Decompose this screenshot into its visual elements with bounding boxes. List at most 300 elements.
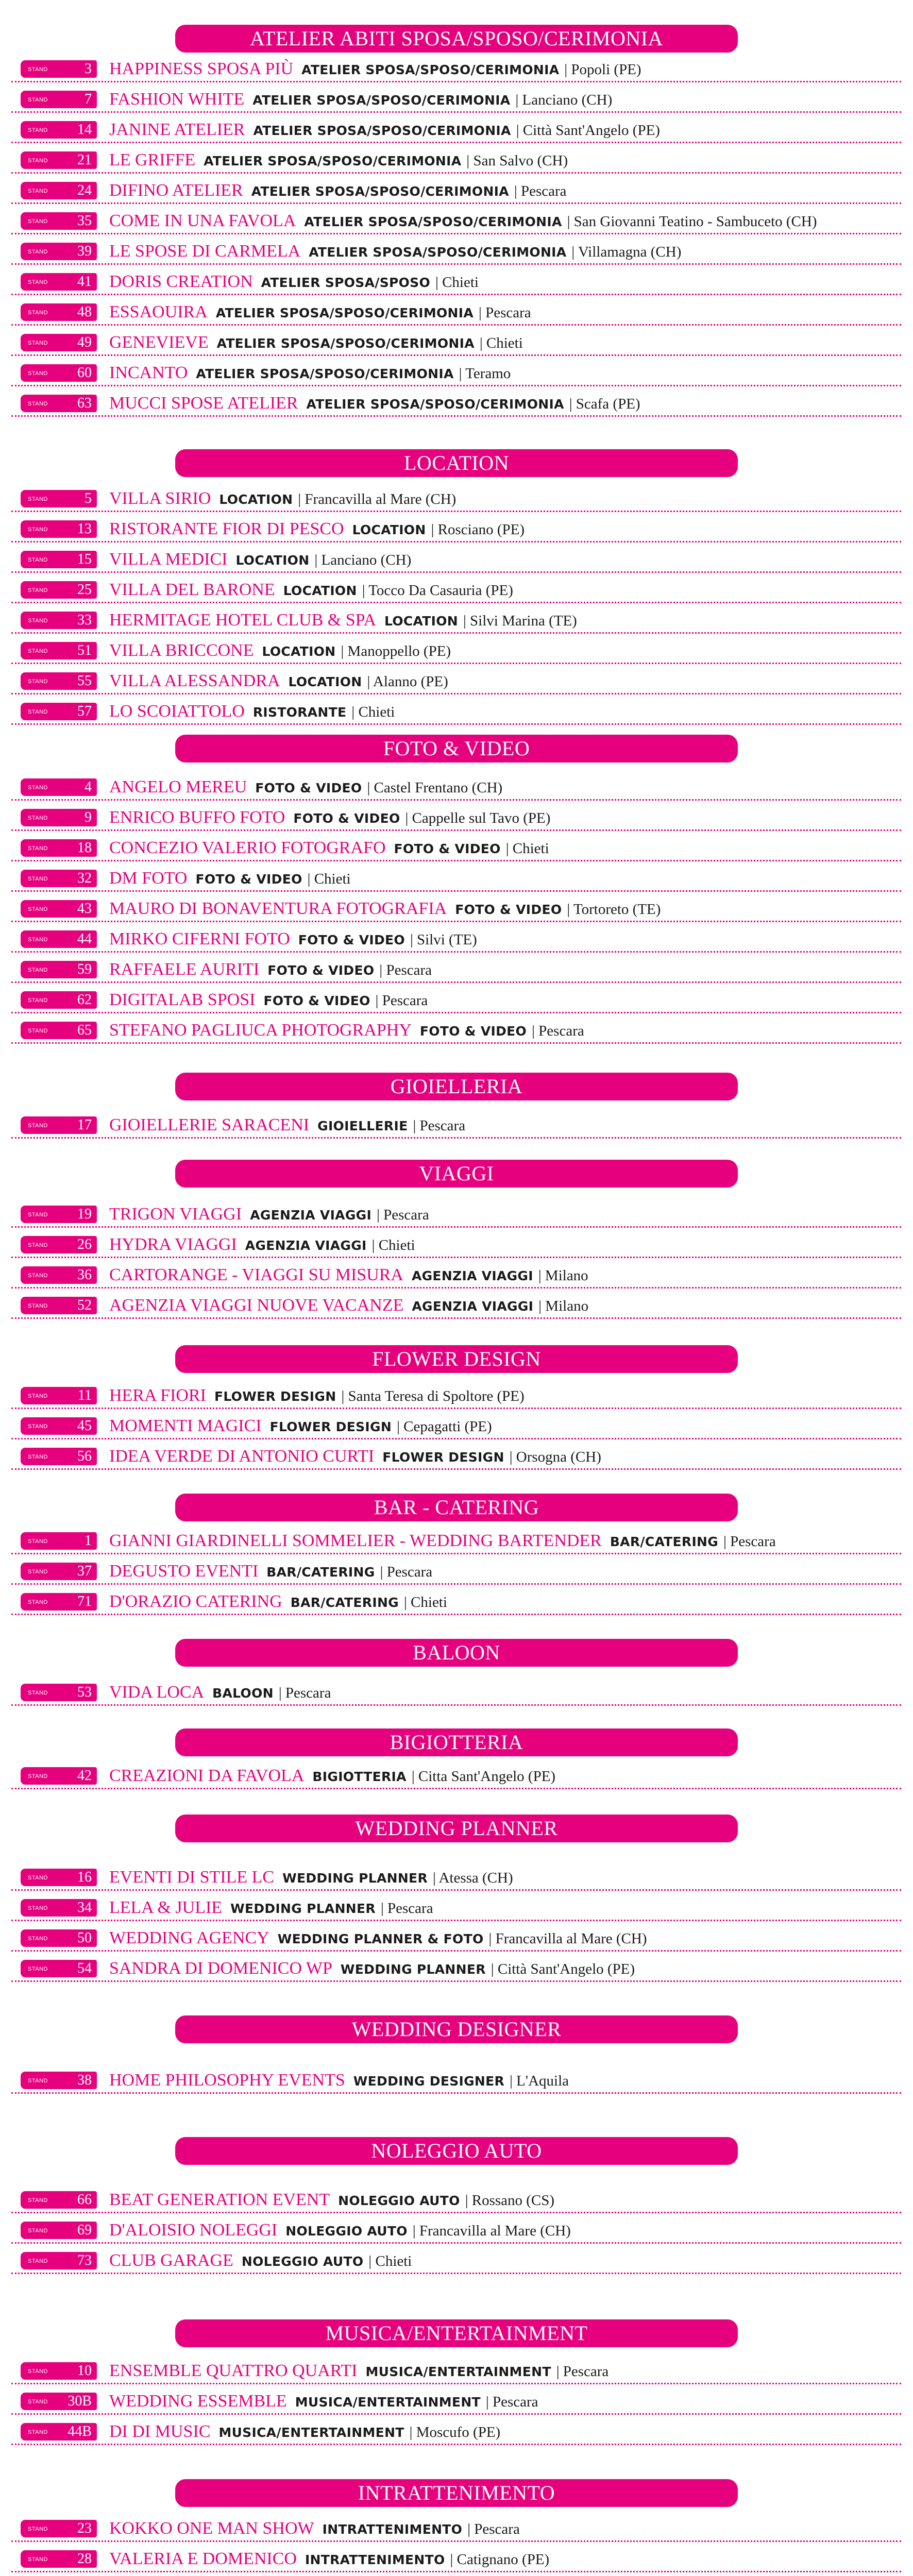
exhibitor-info: [109, 639, 451, 664]
stand-badge: [21, 1022, 97, 1039]
stand-number: 54: [77, 1960, 92, 1976]
exhibitor-location: | Pescara: [413, 1117, 466, 1134]
exhibitor-info: [109, 1681, 331, 1706]
section-header: ATELIER ABITI SPOSA/SPOSO/CERIMONIA: [175, 25, 738, 53]
exhibitor-info: [109, 2360, 608, 2384]
exhibitor-info: [109, 989, 428, 1013]
stand-label: STAND: [28, 2399, 48, 2405]
stand-number: 66: [77, 2192, 92, 2208]
exhibitor-info: [109, 518, 525, 543]
stand-number: 9: [84, 809, 92, 825]
exhibitor-info: [109, 609, 577, 634]
exhibitor-name: CARTORANGE - VIAGGI SU MISURA: [109, 1265, 403, 1284]
exhibitor-category: LOCATION: [283, 583, 357, 598]
exhibitor-info: [109, 1415, 492, 1439]
stand-number: 65: [77, 1022, 92, 1038]
stand-badge: [21, 778, 97, 796]
exhibitor-info: [109, 210, 817, 234]
exhibitor-row: [11, 331, 901, 356]
stand-badge: [21, 273, 97, 291]
stand-badge: [21, 1448, 97, 1465]
exhibitor-row: [11, 1681, 901, 1706]
exhibitor-row: [11, 2420, 901, 2445]
stand-label: STAND: [28, 218, 48, 225]
exhibitor-info: [109, 837, 549, 861]
exhibitor-name: SANDRA DI DOMENICO WP: [109, 1959, 332, 1978]
stand-badge: [21, 1869, 97, 1886]
exhibitor-info: [109, 240, 681, 265]
stand-number: 5: [84, 490, 92, 506]
stand-number: 21: [77, 152, 92, 168]
exhibitor-row: [11, 1203, 901, 1228]
exhibitor-location: | Pescara: [377, 1207, 429, 1223]
exhibitor-name: JANINE ATELIER: [109, 120, 245, 139]
exhibitor-info: [109, 118, 660, 143]
stand-badge: [21, 91, 97, 108]
exhibitor-category: FOTO & VIDEO: [267, 963, 375, 978]
exhibitor-location: | Rosciano (PE): [431, 521, 525, 538]
stand-number: 41: [77, 274, 92, 290]
exhibitor-row: [11, 1233, 901, 1258]
stand-badge: [21, 900, 97, 918]
exhibitor-category: FOTO & VIDEO: [255, 781, 362, 795]
exhibitor-category: FLOWER DESIGN: [214, 1389, 336, 1404]
exhibitor-row: [11, 149, 901, 174]
exhibitor-info: [109, 179, 567, 204]
stand-label: STAND: [28, 1454, 48, 1460]
stand-badge: [21, 1116, 97, 1134]
exhibitor-category: LOCATION: [219, 492, 293, 507]
exhibitor-row: [11, 1114, 901, 1139]
exhibitor-row: [11, 1866, 901, 1891]
exhibitor-info: [109, 928, 477, 953]
exhibitor-info: [109, 1560, 432, 1585]
stand-badge: [21, 1684, 97, 1701]
stand-number: 35: [77, 213, 92, 229]
exhibitor-location: | Tortoreto (TE): [567, 901, 661, 918]
exhibitor-info: [109, 700, 395, 725]
exhibitor-name: CONCEZIO VALERIO FOTOGRAFO: [109, 838, 386, 857]
stand-label: STAND: [28, 340, 48, 346]
exhibitor-name: VILLA MEDICI: [109, 550, 228, 569]
exhibitor-location: | Chieti: [403, 1594, 447, 1611]
stand-badge: [21, 1929, 97, 1947]
exhibitor-info: [109, 1590, 447, 1615]
exhibitor-info: [109, 1765, 555, 1789]
exhibitor-category: FOTO & VIDEO: [455, 902, 562, 917]
stand-number: 69: [77, 2222, 92, 2238]
stand-number: 4: [84, 779, 92, 795]
stand-label: STAND: [28, 2556, 48, 2563]
stand-badge: [21, 551, 97, 568]
exhibitor-location: | Pescara: [532, 1023, 584, 1039]
exhibitor-location: | Rossano (CS): [465, 2192, 555, 2209]
exhibitor-category: FOTO & VIDEO: [293, 811, 400, 826]
exhibitor-location: | Chieti: [351, 704, 395, 720]
exhibitor-name: HOME PHILOSOPHY EVENTS: [109, 2071, 345, 2090]
stand-label: STAND: [28, 188, 48, 194]
exhibitor-info: [109, 1896, 433, 1921]
exhibitor-location: | Pescara: [379, 962, 432, 978]
stand-badge: [21, 991, 97, 1009]
exhibitor-info: [109, 958, 432, 983]
section-header: VIAGGI: [175, 1160, 738, 1188]
stand-badge: [21, 581, 97, 599]
exhibitor-info: [109, 1264, 588, 1289]
stand-number: 1: [84, 1533, 92, 1549]
stand-badge: [21, 364, 97, 382]
exhibitor-row: [11, 1445, 901, 1470]
exhibitor-row: [11, 700, 901, 725]
stand-label: STAND: [28, 1905, 48, 1911]
stand-label: STAND: [28, 1538, 48, 1545]
exhibitor-name: HAPPINESS SPOSA PIÙ: [109, 59, 294, 78]
exhibitor-location: | Lanciano (CH): [314, 552, 412, 568]
exhibitor-category: LOCATION: [235, 553, 310, 568]
stand-badge: [21, 1206, 97, 1223]
stand-label: STAND: [28, 679, 48, 685]
exhibitor-category: ATELIER SPOSA/SPOSO/CERIMONIA: [204, 154, 462, 168]
exhibitor-info: [109, 1294, 588, 1319]
stand-badge: [21, 703, 97, 720]
stand-label: STAND: [28, 2368, 48, 2375]
stand-number: 16: [77, 1869, 92, 1885]
exhibitor-info: [109, 1530, 776, 1554]
exhibitor-name: GENEVIEVE: [109, 333, 209, 352]
exhibitor-location: | Pescara: [485, 2394, 538, 2410]
exhibitor-category: ATELIER SPOSA/SPOSO/CERIMONIA: [309, 245, 567, 260]
exhibitor-location: | Pescara: [380, 1900, 433, 1917]
exhibitor-name: LO SCOIATTOLO: [109, 702, 245, 721]
exhibitor-name: FASHION WHITE: [109, 90, 245, 109]
exhibitor-location: | Pescara: [479, 304, 531, 321]
exhibitor-category: FOTO & VIDEO: [394, 841, 501, 856]
exhibitor-category: ATELIER SPOSA/SPOSO/CERIMONIA: [253, 123, 511, 138]
exhibitor-row: [11, 2249, 901, 2274]
exhibitor-name: INCANTO: [109, 363, 188, 382]
exhibitor-category: ATELIER SPOSA/SPOSO: [261, 275, 431, 290]
exhibitor-category: LOCATION: [288, 674, 362, 689]
exhibitor-location: | Atessa (CH): [433, 1870, 513, 1886]
stand-badge: [21, 212, 97, 230]
exhibitor-location: | Lanciano (CH): [515, 92, 613, 108]
exhibitor-category: BAR/CATERING: [266, 1565, 375, 1580]
exhibitor-info: [109, 2548, 549, 2572]
exhibitor-category: GIOIELLERIE: [317, 1118, 408, 1133]
exhibitor-category: NOLEGGIO AUTO: [285, 2224, 408, 2239]
exhibitor-info: [109, 2219, 571, 2244]
stand-number: 37: [77, 1563, 92, 1579]
exhibitor-category: ATELIER SPOSA/SPOSO/CERIMONIA: [304, 214, 562, 229]
stand-label: STAND: [28, 906, 48, 912]
stand-label: STAND: [28, 97, 48, 103]
exhibitor-location: | Città Sant'Angelo (PE): [516, 122, 660, 139]
exhibitor-location: | Cappelle sul Tavo (PE): [405, 810, 551, 826]
stand-number: 56: [77, 1448, 92, 1464]
section-header: WEDDING DESIGNER: [175, 2015, 738, 2043]
stand-badge: [21, 2072, 97, 2089]
section-header: FOTO & VIDEO: [175, 735, 738, 762]
stand-number: 44: [77, 931, 92, 947]
exhibitor-category: NOLEGGIO AUTO: [241, 2254, 364, 2269]
exhibitor-row: [11, 58, 901, 82]
stand-number: 55: [77, 673, 92, 689]
exhibitor-name: KOKKO ONE MAN SHOW: [109, 2519, 314, 2538]
exhibitor-name: BEAT GENERATION EVENT: [109, 2190, 330, 2209]
stand-number: 49: [77, 334, 92, 350]
exhibitor-category: FOTO & VIDEO: [263, 993, 370, 1008]
stand-number: 73: [77, 2252, 92, 2268]
section-header: WEDDING PLANNER: [175, 1815, 738, 1842]
exhibitor-category: NOLEGGIO AUTO: [338, 2193, 460, 2208]
exhibitor-location: | Alanno (PE): [367, 673, 448, 690]
exhibitor-name: VIDA LOCA: [109, 1683, 205, 1702]
exhibitor-category: ATELIER SPOSA/SPOSO/CERIMONIA: [251, 184, 509, 199]
exhibitor-location: | San Salvo (CH): [466, 152, 568, 169]
exhibitor-info: [109, 1203, 429, 1228]
exhibitor-location: | Chieti: [368, 2253, 412, 2269]
stand-badge: [21, 1563, 97, 1580]
exhibitor-location: | Milano: [538, 1267, 588, 1284]
exhibitor-category: FOTO & VIDEO: [298, 933, 405, 947]
stand-number: 45: [77, 1418, 92, 1434]
exhibitor-location: | Teramo: [459, 365, 511, 382]
exhibitor-info: [109, 301, 531, 326]
exhibitor-name: DIFINO ATELIER: [109, 181, 243, 200]
stand-label: STAND: [28, 618, 48, 624]
exhibitor-row: [11, 362, 901, 386]
exhibitor-category: LOCATION: [352, 522, 426, 537]
stand-label: STAND: [28, 1690, 48, 1696]
stand-number: 28: [77, 2551, 92, 2567]
stand-badge: [21, 1417, 97, 1435]
exhibitor-name: WEDDING ESSEMBLE: [109, 2392, 287, 2411]
stand-number: 50: [77, 1930, 92, 1946]
exhibitor-row: [11, 301, 901, 326]
exhibitor-info: [109, 1866, 513, 1891]
stand-badge: [21, 1532, 97, 1550]
exhibitor-category: WEDDING PLANNER: [282, 1871, 428, 1886]
exhibitor-location: | Silvi Marina (TE): [463, 613, 577, 629]
section-header: NOLEGGIO AUTO: [175, 2137, 738, 2165]
exhibitor-name: MUCCI SPOSE ATELIER: [109, 394, 298, 413]
exhibitor-category: MUSICA/ENTERTAINMENT: [295, 2395, 481, 2410]
stand-number: 63: [77, 395, 92, 411]
exhibitor-row: [11, 837, 901, 861]
exhibitor-info: [109, 331, 523, 356]
exhibitor-row: [11, 1294, 901, 1319]
exhibitor-name: COME IN UNA FAVOLA: [109, 211, 296, 230]
stand-badge: [21, 243, 97, 260]
exhibitor-row: [11, 2219, 901, 2244]
stand-number: 39: [77, 243, 92, 259]
stand-number: 15: [77, 551, 92, 567]
stand-badge: [21, 1767, 97, 1785]
exhibitor-row: [11, 867, 901, 892]
stand-badge: [21, 930, 97, 948]
stand-label: STAND: [28, 66, 48, 73]
stand-number: 18: [77, 840, 92, 856]
stand-badge: [21, 1960, 97, 1977]
stand-label: STAND: [28, 310, 48, 316]
stand-label: STAND: [28, 370, 48, 377]
exhibitor-row: [11, 270, 901, 295]
stand-label: STAND: [28, 279, 48, 285]
exhibitor-row: [11, 548, 901, 573]
exhibitor-name: HERA FIORI: [109, 1386, 206, 1405]
exhibitor-row: [11, 179, 901, 204]
exhibitor-category: WEDDING DESIGNER: [353, 2074, 505, 2089]
exhibitor-row: [11, 1019, 901, 1044]
exhibitor-location: | Chieti: [505, 840, 549, 857]
stand-label: STAND: [28, 1875, 48, 1881]
exhibitor-info: [109, 670, 448, 694]
exhibitor-location: | Villamagna (CH): [571, 244, 682, 260]
exhibitor-category: ATELIER SPOSA/SPOSO/CERIMONIA: [301, 62, 560, 77]
exhibitor-name: ANGELO MEREU: [109, 777, 247, 796]
exhibitor-location: | Chieti: [435, 274, 479, 291]
stand-number: 43: [77, 901, 92, 917]
exhibitor-name: ENRICO BUFFO FOTO: [109, 808, 285, 827]
exhibitor-name: DI DI MUSIC: [109, 2422, 211, 2441]
stand-number: 48: [77, 304, 92, 320]
exhibitor-info: [109, 2517, 520, 2542]
exhibitor-info: [109, 1384, 525, 1409]
stand-number: 57: [77, 703, 92, 719]
exhibitor-name: D'ALOISIO NOLEGGI: [109, 2221, 278, 2240]
exhibitor-row: [11, 2360, 901, 2384]
exhibitor-location: | Pescara: [380, 1564, 433, 1580]
exhibitor-name: GIANNI GIARDINELLI SOMMELIER - WEDDING BARTENDER: [109, 1531, 602, 1550]
exhibitor-name: EVENTI DI STILE LC: [109, 1868, 275, 1887]
stand-badge: [21, 303, 97, 321]
stand-badge: [21, 1297, 97, 1314]
exhibitor-info: [109, 867, 351, 892]
exhibitor-name: AGENZIA VIAGGI NUOVE VACANZE: [109, 1296, 404, 1315]
stand-number: 13: [77, 521, 92, 537]
exhibitor-category: AGENZIA VIAGGI: [250, 1208, 372, 1223]
stand-number: 32: [77, 870, 92, 886]
exhibitor-row: [11, 2548, 901, 2572]
stand-badge: [21, 672, 97, 690]
stand-label: STAND: [28, 785, 48, 791]
exhibitor-category: AGENZIA VIAGGI: [245, 1238, 367, 1253]
exhibitor-row: [11, 518, 901, 543]
exhibitor-row: [11, 392, 901, 417]
exhibitor-location: | Pescara: [723, 1533, 776, 1550]
exhibitor-name: CREAZIONI DA FAVOLA: [109, 1766, 305, 1785]
exhibitor-name: GIOIELLERIE SARACENI: [109, 1115, 310, 1134]
exhibitor-info: [109, 88, 612, 113]
stand-label: STAND: [28, 587, 48, 594]
stand-badge: [21, 2423, 97, 2441]
exhibitor-row: [11, 210, 901, 234]
stand-number: 60: [77, 365, 92, 381]
stand-label: STAND: [28, 937, 48, 943]
exhibitor-category: FOTO & VIDEO: [419, 1024, 527, 1039]
exhibitor-info: [109, 1233, 415, 1258]
exhibitor-category: LOCATION: [262, 644, 336, 659]
exhibitor-category: ATELIER SPOSA/SPOSO/CERIMONIA: [306, 397, 564, 412]
stand-label: STAND: [28, 2228, 48, 2234]
exhibitor-row: [11, 1957, 901, 1982]
stand-number: 7: [84, 91, 92, 107]
stand-label: STAND: [28, 648, 48, 654]
exhibitor-name: HYDRA VIAGGI: [109, 1235, 237, 1254]
stand-label: STAND: [28, 1423, 48, 1430]
exhibitor-name: HERMITAGE HOTEL CLUB & SPA: [109, 611, 377, 630]
stand-badge: [21, 1236, 97, 1253]
section-header: BIGIOTTERIA: [175, 1728, 738, 1756]
exhibitor-category: AGENZIA VIAGGI: [412, 1299, 534, 1314]
exhibitor-row: [11, 897, 901, 922]
exhibitor-row: [11, 1560, 901, 1585]
stand-label: STAND: [28, 1273, 48, 1279]
exhibitor-category: ATELIER SPOSA/SPOSO/CERIMONIA: [196, 366, 454, 381]
exhibitor-name: MAURO DI BONAVENTURA FOTOGRAFIA: [109, 899, 447, 918]
exhibitor-category: ATELIER SPOSA/SPOSO/CERIMONIA: [216, 336, 475, 351]
exhibitor-row: [11, 1590, 901, 1615]
exhibitor-location: | Chieti: [479, 335, 523, 351]
stand-badge: [21, 2362, 97, 2380]
stand-label: STAND: [28, 709, 48, 715]
exhibitor-info: [109, 1957, 635, 1982]
exhibitor-location: | Moscufo (PE): [409, 2424, 501, 2441]
exhibitor-name: VILLA DEL BARONE: [109, 580, 275, 599]
exhibitor-name: VILLA BRICCONE: [109, 641, 254, 660]
exhibitor-name: TRIGON VIAGGI: [109, 1205, 242, 1224]
stand-label: STAND: [28, 2526, 48, 2532]
stand-label: STAND: [28, 496, 48, 502]
stand-badge: [21, 2550, 97, 2568]
exhibitor-row: [11, 1264, 901, 1289]
exhibitor-info: [109, 579, 513, 603]
exhibitor-row: [11, 928, 901, 953]
exhibitor-location: | L'Aquila: [510, 2073, 569, 2089]
exhibitor-category: FOTO & VIDEO: [195, 872, 302, 887]
stand-number: 36: [77, 1267, 92, 1283]
exhibitor-row: [11, 989, 901, 1013]
exhibitor-row: [11, 579, 901, 603]
section-header: BALOON: [175, 1639, 738, 1667]
exhibitor-row: [11, 2069, 901, 2094]
exhibitor-location: | San Giovanni Teatino - Sambuceto (CH): [567, 213, 817, 230]
exhibitor-category: AGENZIA VIAGGI: [411, 1268, 533, 1283]
stand-number: 30B: [67, 2393, 92, 2409]
stand-number: 26: [77, 1236, 92, 1252]
exhibitor-location: | Popoli (PE): [564, 61, 641, 78]
stand-label: STAND: [28, 876, 48, 882]
exhibitor-info: [109, 806, 550, 831]
exhibitor-row: [11, 1896, 901, 1921]
stand-label: STAND: [28, 2258, 48, 2264]
section-header: BAR - CATERING: [175, 1494, 738, 1521]
exhibitor-name: IDEA VERDE DI ANTONIO CURTI: [109, 1447, 375, 1466]
exhibitor-location: | Francavilla al Mare (CH): [298, 491, 457, 507]
exhibitor-row: [11, 2517, 901, 2542]
stand-label: STAND: [28, 401, 48, 407]
exhibitor-location: | Silvi (TE): [410, 931, 477, 948]
exhibitor-row: [11, 776, 901, 801]
stand-label: STAND: [28, 1123, 48, 1129]
stand-label: STAND: [28, 1599, 48, 1605]
exhibitor-location: | Manoppello (PE): [341, 643, 451, 659]
section-header: LOCATION: [175, 449, 738, 477]
exhibitor-info: [109, 362, 511, 386]
exhibitor-location: | Pescara: [375, 992, 428, 1009]
exhibitor-category: FLOWER DESIGN: [269, 1419, 392, 1434]
exhibitor-location: | Chieti: [371, 1237, 415, 1253]
